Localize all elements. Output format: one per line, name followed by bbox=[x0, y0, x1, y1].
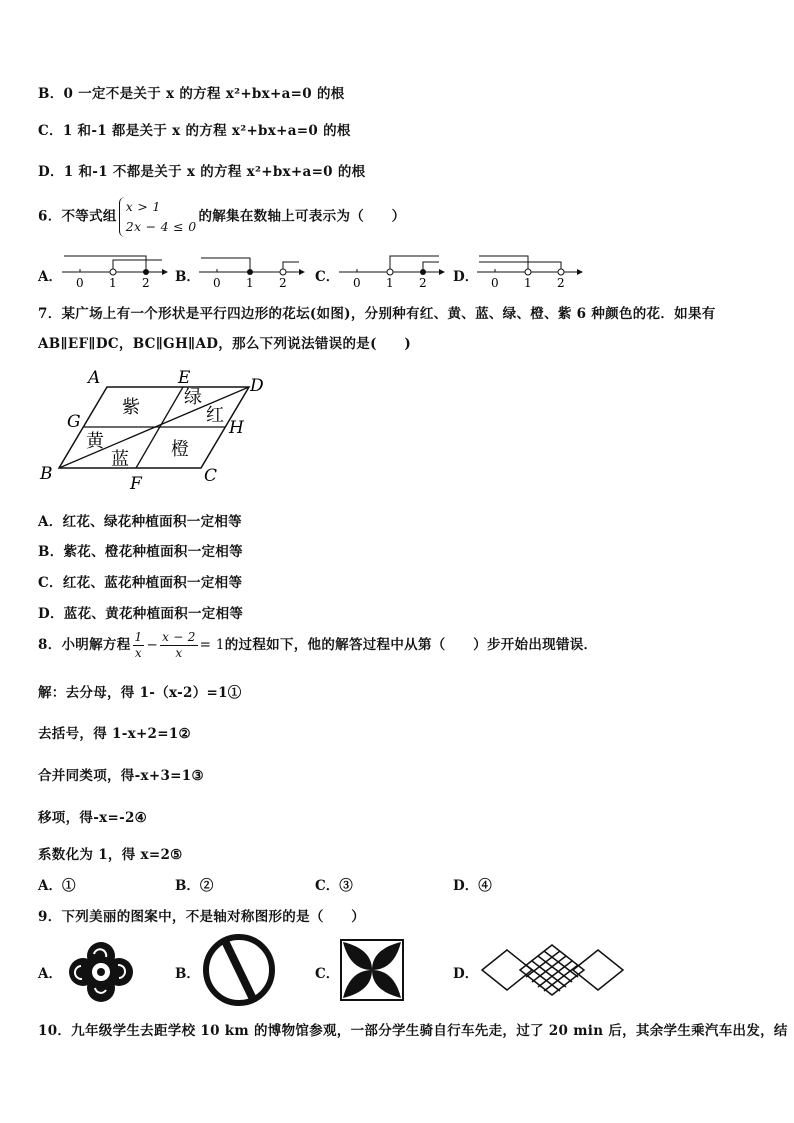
q6-number-line-c bbox=[335, 252, 445, 290]
fig-point-b: B bbox=[40, 464, 53, 484]
q9-label-b: B． bbox=[175, 966, 200, 982]
fig-region-yellow: 黄 bbox=[86, 431, 104, 452]
q7-option-d: D．蓝花、黄花种植面积一定相等 bbox=[38, 606, 244, 622]
q6-a-tick-0: 0 bbox=[76, 276, 84, 290]
fig-region-red: 红 bbox=[206, 405, 224, 426]
q6-a-tick-1: 1 bbox=[109, 276, 117, 290]
q9-pattern-a-knot bbox=[66, 939, 136, 1005]
q8-prefix: 8．小明解方程 bbox=[38, 637, 131, 653]
q8-step-5: 系数化为 1，得 x=2⑤ bbox=[38, 847, 183, 863]
q6-number-line-d bbox=[473, 252, 583, 290]
q8-step-4: 移项，得-x=-2④ bbox=[38, 810, 148, 826]
q5-option-d: D．1 和-1 不都是关于 x 的方程 x²+bx+a=0 的根 bbox=[38, 164, 366, 180]
q7-stem-line-2: AB∥EF∥DC，BC∥GH∥AD，那么下列说法错误的是( ) bbox=[38, 336, 412, 352]
q7-parallelogram-figure bbox=[36, 365, 286, 495]
q9-label-a: A． bbox=[38, 966, 62, 982]
q5-option-c: C．1 和-1 都是关于 x 的方程 x²+bx+a=0 的根 bbox=[38, 123, 351, 139]
q9-pattern-c-four-petals bbox=[340, 939, 404, 1001]
q8-step-2: 去括号，得 1-x+2=1② bbox=[38, 726, 191, 742]
q9-pattern-d-diamond-knot bbox=[480, 942, 625, 998]
q8-suffix: 的过程如下，他的解答过程中从第（ ）步开始出现错误． bbox=[224, 637, 598, 653]
q8-fraction-2 bbox=[160, 630, 198, 661]
q6-d-tick-0: 0 bbox=[491, 276, 499, 290]
q8-stem bbox=[38, 630, 597, 661]
q6-d-tick-2: 2 bbox=[557, 276, 565, 290]
q6-inequality-1: x > 1 bbox=[125, 199, 161, 214]
q6-prefix: 6．不等式组 bbox=[38, 208, 117, 225]
q6-inequality-system bbox=[119, 197, 197, 237]
q6-label-d: D． bbox=[453, 269, 479, 285]
q7-option-c: C．红花、蓝花种植面积一定相等 bbox=[38, 575, 243, 591]
fig-point-d: D bbox=[250, 376, 264, 396]
q8-option-c: C．③ bbox=[315, 878, 353, 894]
q8-f2-denominator: x bbox=[175, 646, 183, 660]
q6-c-tick-1: 1 bbox=[386, 276, 394, 290]
q8-step-1: 解：去分母，得 1-（x-2）=1① bbox=[38, 685, 242, 701]
q9-label-c: C． bbox=[315, 966, 340, 982]
fig-point-g: G bbox=[67, 412, 81, 432]
q6-number-line-a bbox=[58, 252, 168, 290]
q8-f1-denominator: x bbox=[134, 646, 142, 660]
fig-region-green: 绿 bbox=[184, 387, 202, 408]
q8-f2-numerator: x − 2 bbox=[162, 630, 196, 644]
q8-fraction-1 bbox=[133, 630, 145, 661]
q9-pattern-b-circle-slash bbox=[200, 932, 278, 1008]
q8-minus: − bbox=[146, 637, 159, 653]
q6-a-tick-2: 2 bbox=[142, 276, 150, 290]
q7-option-b: B．紫花、橙花种植面积一定相等 bbox=[38, 544, 243, 560]
fig-region-blue: 蓝 bbox=[111, 449, 129, 470]
q8-f1-numerator: 1 bbox=[134, 630, 143, 644]
q8-option-d: D．④ bbox=[453, 878, 492, 894]
q8-option-b: B．② bbox=[175, 878, 214, 894]
fig-point-c: C bbox=[204, 466, 218, 486]
q6-b-tick-0: 0 bbox=[213, 276, 221, 290]
q8-option-a: A．① bbox=[38, 878, 76, 894]
q6-suffix: 的解集在数轴上可表示为（ ） bbox=[198, 208, 406, 225]
fig-point-e: E bbox=[178, 368, 191, 388]
q9-stem: 9．下列美丽的图案中，不是轴对称图形的是（ ） bbox=[38, 909, 366, 925]
fig-point-a: A bbox=[88, 368, 101, 388]
fig-point-h: H bbox=[229, 418, 244, 438]
q9-label-d: D． bbox=[453, 966, 479, 982]
q6-b-tick-2: 2 bbox=[279, 276, 287, 290]
q6-c-tick-0: 0 bbox=[353, 276, 361, 290]
q6-label-a: A． bbox=[38, 269, 62, 285]
q6-label-c: C． bbox=[315, 269, 340, 285]
q6-inequality-2: 2x − 4 ≤ 0 bbox=[125, 219, 197, 234]
fig-region-orange: 橙 bbox=[171, 439, 189, 460]
q5-option-b: B．0 一定不是关于 x 的方程 x²+bx+a=0 的根 bbox=[38, 86, 345, 102]
q7-stem-line-1: 7．某广场上有一个形状是平行四边形的花坛(如图)，分别种有红、黄、蓝、绿、橙、紫 6 种颜色的花．如果有 bbox=[38, 306, 716, 322]
q6-d-tick-1: 1 bbox=[524, 276, 532, 290]
q7-option-a: A．红花、绿花种植面积一定相等 bbox=[38, 514, 242, 530]
q8-step-3: 合并同类项，得-x+3=1③ bbox=[38, 768, 204, 784]
q6-number-line-b bbox=[195, 252, 305, 290]
fig-region-purple: 紫 bbox=[122, 397, 140, 418]
q6-c-tick-2: 2 bbox=[419, 276, 427, 290]
fig-point-f: F bbox=[130, 474, 142, 494]
q6-b-tick-1: 1 bbox=[246, 276, 254, 290]
q8-equals: = 1 bbox=[199, 637, 225, 653]
q6-label-b: B． bbox=[175, 269, 200, 285]
q6-stem bbox=[38, 197, 405, 237]
q10-stem: 10．九年级学生去距学校 10 km 的博物馆参观，一部分学生骑自行车先走，过了 20 min 后，其余学生乘汽车出发，结 bbox=[38, 1023, 788, 1039]
